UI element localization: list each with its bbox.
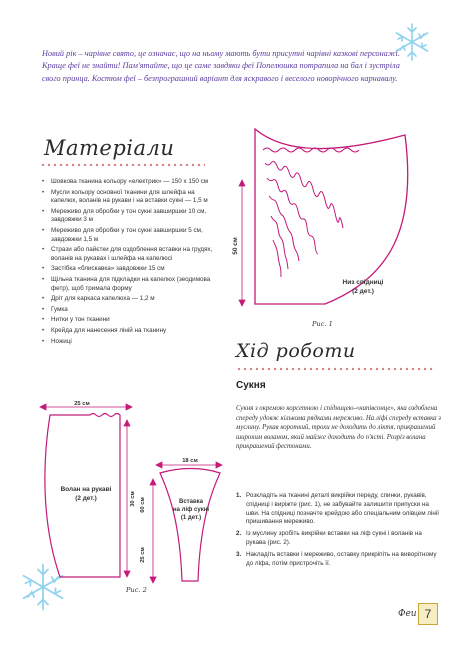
materials-item: • Щільна тканина для підкладки на капелюх (зеодимова фетр), щоб тримала форму [42,276,222,293]
intro-paragraph: Новий рік – чарівне свято, це означає, що на ньому мають бути присутні чарівні казкові персонажі. Краще феї не знайти! Пам'ятайте, що це саме завдяки феї Попелюшка потрапила на бал і зустріла свого принца. Костюм феї – безпрограшний варіант для яскравого і веселого новорічного карнавалу. [42,49,400,83]
page-number: 7 [418,603,438,625]
step-item [236,492,441,527]
materials-item: • Нитки у тон тканини [42,316,222,325]
figure2-caption: Рис. 2 [126,586,147,594]
step-text: Розкладіть на тканині деталі викрійки переду, спинки, рукавів, спідниці і виріжте (рис. 1), не забувайте залишити припуски на шви. На спідниці позначте крейдою або спеціальним олівцем лінії пришивання мереживо. [246,492,439,526]
ruffle-height: 30 см [130,491,136,507]
dress-description: Сукня з окремою корсетною і спідницею-«напівсонце», яка оздоблена спереду удовж кількома рядками мереживо. На ліфі спереду вставка з муслину. Рукав короткий, трохи не доходить до ліктя, прикрашений широким воланом, який майже доходить до п'ястi. Розріз волана прикрашений фестонами. [236,405,441,451]
lace-line [273,240,281,277]
work-heading: Хід роботи [236,340,356,362]
dress-subheading: Сукня [236,380,266,391]
materials-list [42,178,222,348]
figure-ruffle-insert-pattern [30,395,230,595]
step-number: 3. [236,550,242,558]
insert-label-line1: Вставка [179,499,203,505]
insert-height-2: 25 см [140,547,146,563]
step-item [236,530,441,548]
steps-list [236,492,441,571]
lace-line [265,162,343,228]
materials-item: • Стрази або пайєтки для оздоблення вставки на грудях, воланів на рукавах і шлейфа на капелюсі [42,246,222,263]
materials-item: • Крейда для нанесення ліній на тканину [42,327,222,336]
ruffle-label-line1: Волан на рукаві [60,486,112,493]
skirt-label-line2: (2 дет.) [352,288,374,295]
materials-item: • Мереживо для обробки у тон сукні завширшки 5 см, завдовжки 1,5 м [42,227,222,244]
footer-section-name: Феи [398,609,417,619]
insert-width: 18 см [182,458,198,464]
materials-heading: Матеріали [44,136,175,160]
materials-item: • Дріт для каркаса капелюха — 1,2 м [42,295,222,304]
insert-label-line3: (1 дет.) [180,515,202,521]
insert-label-line2: на ліф сукні [173,507,209,513]
figure1-caption: Рис. 1 [312,320,333,328]
skirt-outline [255,129,408,304]
step-number: 1. [236,492,242,499]
skirt-label-line1: Низ спідниці [342,279,384,286]
step-text: Із муслину зробіть викрійки вставки на ліф сукні і воланів на рукава (рис. 2). [246,530,422,546]
insert-outline [160,469,220,582]
lace-line [267,178,318,254]
ruffle-label-line2: (2 дет.) [75,495,97,502]
insert-height-1: 60 см [140,497,146,513]
materials-item: • Мусли кольору основної тканини для шлейфа на капелюх, воланів на рукави і на вставки сукні — 1,5 м [42,189,222,206]
materials-item: • Гумка [42,306,222,315]
step-item [236,551,441,569]
materials-item: • Ножиці [42,338,222,347]
step-number: 2. [236,530,242,538]
materials-item: • Мереживо для обробки у тон сукні завширшки 10 см, завдовжки 3 м [42,208,222,225]
materials-item: • Шовкова тканина кольору «електрик» — 150 х 150 см [42,178,222,187]
work-divider [236,367,436,371]
materials-item: • Застібка «блискавка» завдовжки 15 см [42,265,222,274]
skirt-dimension: 50 см [232,237,239,255]
materials-divider [40,163,205,167]
figure-skirt-pattern [225,118,445,333]
step-text: Накладіть вставки і мереживо, оставку прикріпіть на виворітному до ліфа, потім пристрочіть її. [246,550,437,567]
ruffle-width: 25 см [74,401,90,407]
